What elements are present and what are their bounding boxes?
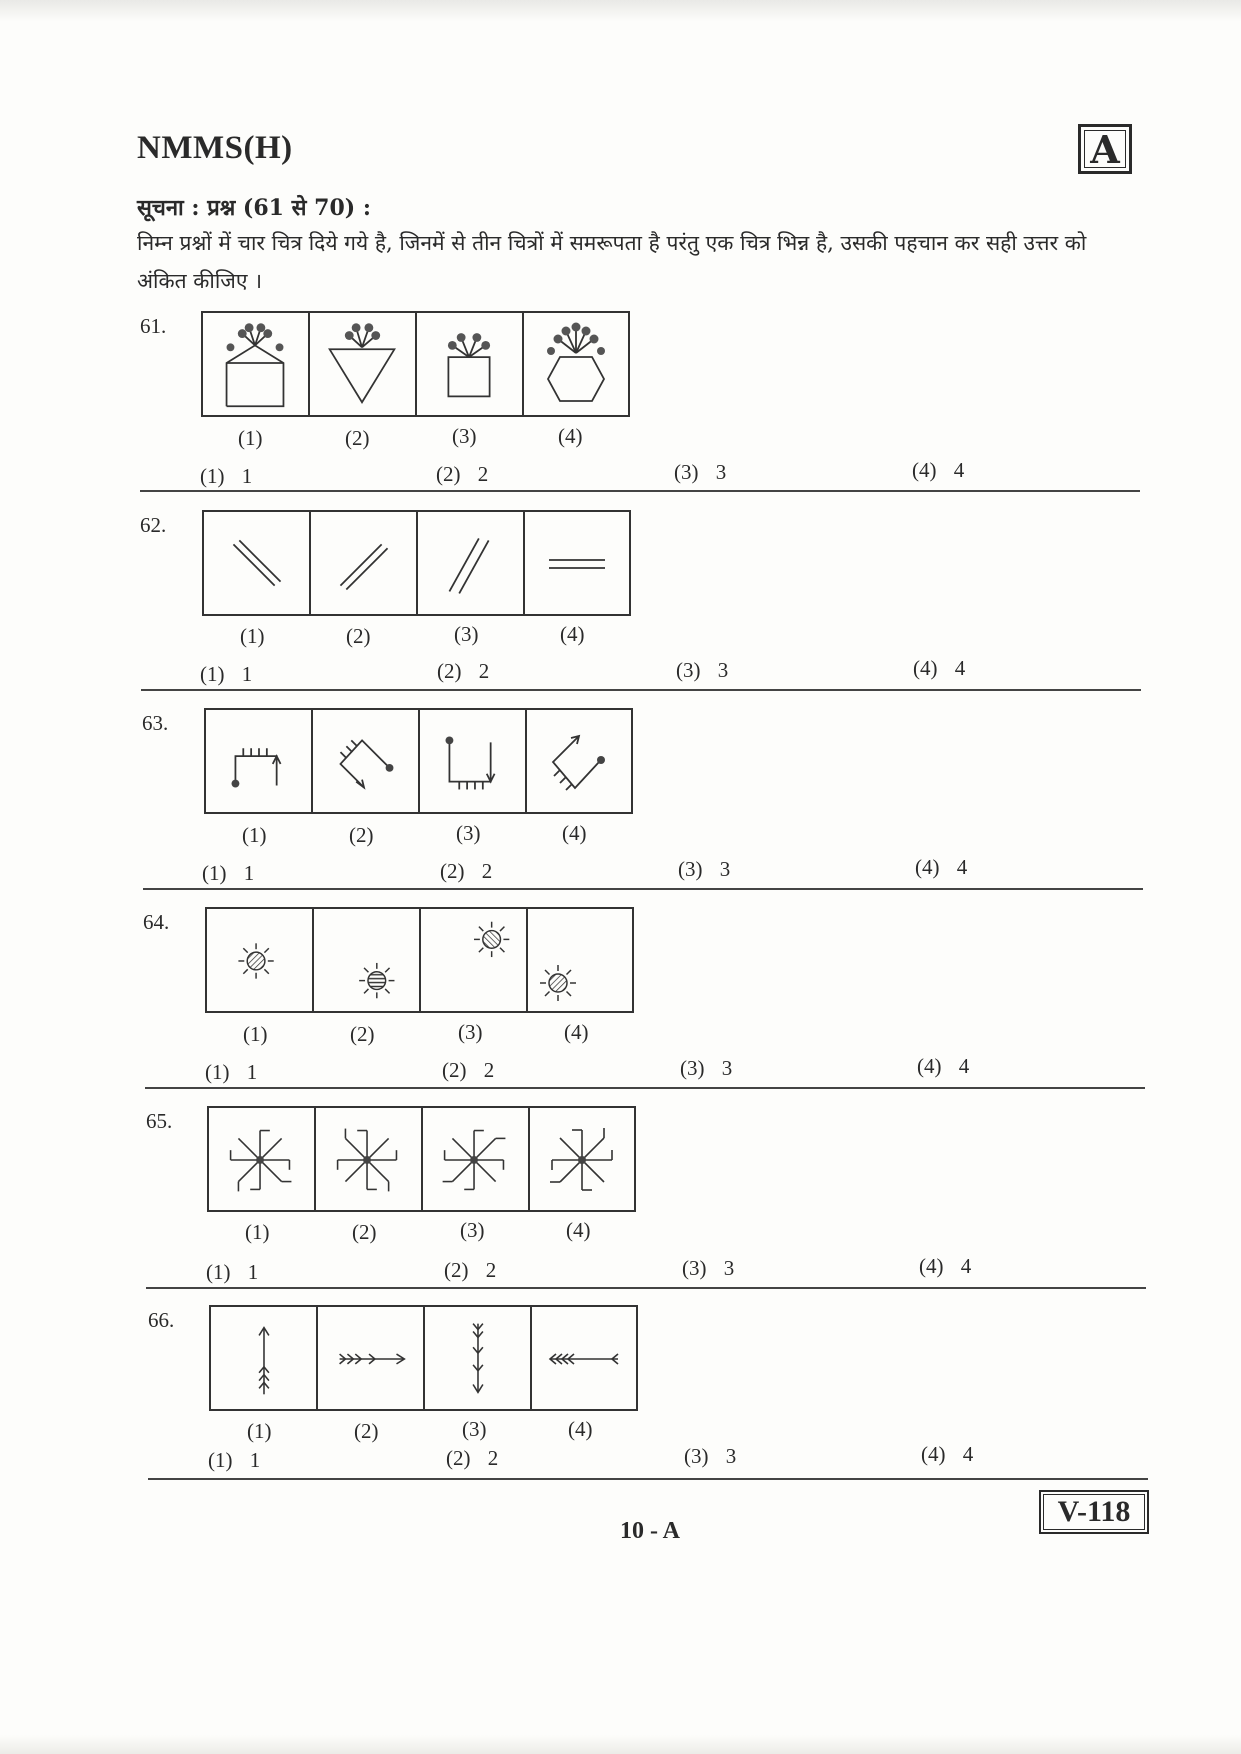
page-number: 10 - A [620,1518,680,1544]
answer-option-2[interactable]: (2) 2 [442,1058,495,1082]
figure-cell-2 [314,909,421,1011]
figure-cell-3 [425,1307,532,1409]
question-65-figures [207,1106,636,1212]
figure-cell-4 [525,512,629,614]
answer-option-3[interactable]: (3) 3 [682,1256,735,1280]
figure-cell-3 [421,909,528,1011]
figure-label: (2) [349,823,374,847]
question-number: 66. [148,1308,175,1332]
answer-option-3[interactable]: (3) 3 [674,460,727,484]
answer-option-1[interactable]: (1) 1 [200,662,253,686]
figure-label: (4) [568,1417,593,1441]
figure-label: (3) [460,1218,485,1242]
figure-cell-3 [417,313,524,415]
answer-option-1[interactable]: (1) 1 [206,1260,259,1284]
figure-cell-4 [528,909,632,1011]
answer-option-3[interactable]: (3) 3 [676,658,729,682]
question-separator [145,1087,1145,1089]
figure-cell-1 [206,710,313,812]
answer-option-1[interactable]: (1) 1 [202,861,255,885]
answer-option-4[interactable]: (4) 4 [915,855,968,879]
question-number: 63. [142,711,169,735]
figure-label: (1) [240,624,265,648]
answer-option-4[interactable]: (4) 4 [912,458,965,482]
figure-cell-3 [423,1108,530,1210]
figure-label: (1) [247,1419,272,1443]
figure-cell-2 [316,1108,423,1210]
figure-cell-4 [527,710,631,812]
answer-option-4[interactable]: (4) 4 [919,1254,972,1278]
figure-cell-2 [311,512,418,614]
question-separator [141,689,1141,691]
figure-cell-3 [418,512,525,614]
figure-label: (3) [454,622,479,646]
figure-label: (3) [458,1020,483,1044]
answer-option-2[interactable]: (2) 2 [436,462,489,486]
figure-label: (2) [345,426,370,450]
question-63-figures [204,708,633,814]
figure-cell-1 [204,512,311,614]
figure-cell-2 [318,1307,425,1409]
question-number: 61. [140,314,167,338]
figure-label: (1) [242,823,267,847]
answer-option-3[interactable]: (3) 3 [684,1444,737,1468]
question-64-figures [205,907,634,1013]
question-62-figures [202,510,631,616]
answer-option-4[interactable]: (4) 4 [917,1054,970,1078]
question-61-figures [201,311,630,417]
question-number: 62. [140,513,167,537]
figure-label: (2) [346,624,371,648]
question-number: 65. [146,1109,173,1133]
answer-option-2[interactable]: (2) 2 [444,1258,497,1282]
scan-edge-top [0,0,1241,22]
question-66-figures [209,1305,638,1411]
figure-cell-1 [211,1307,318,1409]
answer-option-1[interactable]: (1) 1 [208,1448,261,1472]
paper-code-box: V-118 [1039,1490,1149,1534]
figure-label: (2) [354,1419,379,1443]
figure-cell-1 [209,1108,316,1210]
answer-option-1[interactable]: (1) 1 [200,464,253,488]
figure-cell-1 [207,909,314,1011]
figure-label: (4) [558,424,583,448]
answer-option-1[interactable]: (1) 1 [205,1060,258,1084]
exam-title: NMMS(H) [137,130,293,166]
answer-option-2[interactable]: (2) 2 [446,1446,499,1470]
figure-label: (2) [350,1022,375,1046]
answer-option-3[interactable]: (3) 3 [680,1056,733,1080]
answer-option-2[interactable]: (2) 2 [437,659,490,683]
question-separator [146,1287,1146,1289]
figure-label: (4) [564,1020,589,1044]
figure-cell-1 [203,313,310,415]
answer-option-3[interactable]: (3) 3 [678,857,731,881]
figure-label: (4) [566,1218,591,1242]
figure-label: (3) [462,1417,487,1441]
notice-text: निम्न प्रश्नों में चार चित्र दिये गये है, जिनमें से तीन चित्रों में समरूपता है परंतु एक चित्र भिन्न है, उसकी पहचान कर सही उत्तर को अंकित कीजिए । [137,231,1087,293]
notice-heading: सूचना : प्रश्न (61 से 70) : [137,195,371,221]
figure-label: (1) [238,426,263,450]
figure-label: (1) [245,1220,270,1244]
figure-label: (3) [456,821,481,845]
scan-edge-bottom [0,1735,1241,1754]
figure-label: (3) [452,424,477,448]
question-separator [143,888,1143,890]
figure-label: (4) [560,622,585,646]
answer-option-4[interactable]: (4) 4 [913,656,966,680]
figure-label: (2) [352,1220,377,1244]
figure-label: (1) [243,1022,268,1046]
answer-option-4[interactable]: (4) 4 [921,1442,974,1466]
figure-cell-3 [420,710,527,812]
question-separator [148,1478,1148,1480]
answer-option-2[interactable]: (2) 2 [440,859,493,883]
figure-cell-4 [530,1108,634,1210]
figure-cell-2 [310,313,417,415]
figure-label: (4) [562,821,587,845]
question-number: 64. [143,910,170,934]
figure-cell-4 [532,1307,636,1409]
figure-cell-2 [313,710,420,812]
figure-cell-4 [524,313,628,415]
set-code-box: A [1078,124,1132,174]
question-separator [140,490,1140,492]
